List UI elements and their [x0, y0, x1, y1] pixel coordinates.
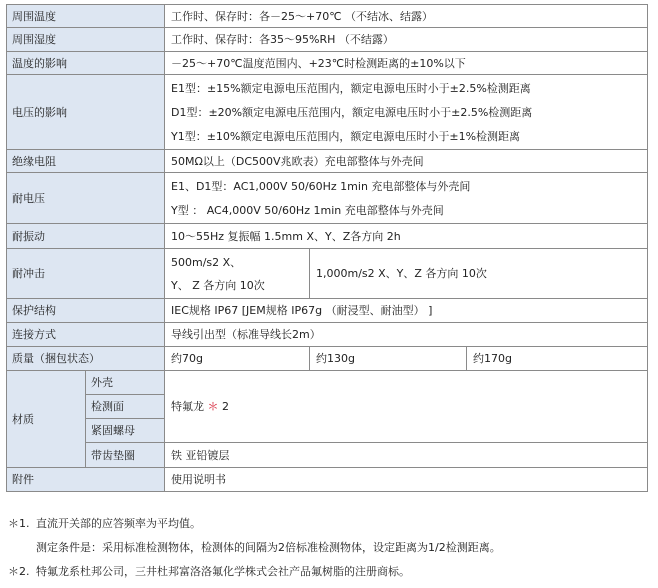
table-row-temp-influence: [7, 52, 648, 75]
footnote-text: 特氟龙系杜邦公司，三井杜邦富洛洛氟化学株式会社产品氟树脂的注册商标。: [36, 565, 410, 578]
row-value: IEC规格 IP67 [JEM规格 IP67g （耐浸型、耐油型） ]: [165, 299, 648, 323]
row-value: 工作时、保存时：各35～95%RH （不结露）: [165, 28, 648, 52]
material-part-label: 紧固螺母: [86, 419, 165, 443]
row-label: 绝缘电阻: [7, 150, 165, 173]
spec-table: [6, 4, 648, 492]
row-value: [165, 75, 648, 150]
table-row-protection: [7, 299, 648, 323]
row-value: 50MΩ以上（DC500V兆欧表）充电部整体与外壳间: [165, 150, 648, 173]
footnote-text: 直流开关部的应答频率为平均值。: [36, 517, 201, 530]
row-value-right: 1,000m/s2 X、Y、Z 各方向 10次: [310, 249, 648, 299]
footnote-text: 测定条件是：采用标准检测物体，检测体的间隔为2倍标准检测物体，设定距离为1/2检测距离。: [36, 541, 501, 554]
row-label: 质量（捆包状态）: [7, 347, 165, 371]
value-line: E1、D1型：AC1,000V 50/60Hz 1min 充电部整体与外壳间: [171, 179, 471, 193]
material-part-label: 外壳: [86, 371, 165, 395]
table-row-connection: [7, 323, 648, 347]
table-row-vibration: [7, 224, 648, 249]
table-row-accessory: [7, 468, 648, 492]
row-label: 耐冲击: [7, 249, 165, 299]
table-row-weight: [7, 347, 648, 371]
row-value: 导线引出型（标准导线长2m）: [165, 323, 648, 347]
table-row-ambient-humidity: [7, 28, 648, 52]
row-value: －25～+70℃温度范围内、+23℃时检测距离的±10%以下: [165, 52, 648, 75]
table-row-shock: [7, 249, 648, 299]
row-label: 耐电压: [7, 173, 165, 224]
footnote-mark: ＊: [207, 400, 219, 413]
weight-value-3: 约170g: [467, 347, 648, 371]
value-line: Y1型：±10%额定电源电压范围内，额定电源电压时小于±1%检测距离: [171, 129, 521, 143]
weight-value-2: 约130g: [310, 347, 467, 371]
footnote-number: ＊2.: [8, 565, 30, 578]
footnote-ref: 2: [222, 400, 229, 413]
material-part-label: 带齿垫圈: [86, 443, 165, 468]
footnote-number: ＊1.: [8, 517, 30, 530]
row-value: 10～55Hz 复振幅 1.5mm X、Y、Z各方向 2h: [165, 224, 648, 249]
material-value-text: 特氟龙: [171, 400, 204, 413]
table-row-insulation: [7, 150, 648, 173]
footnote: [6, 564, 652, 588]
table-row-voltage-influence: [7, 75, 648, 150]
row-label: 周围湿度: [7, 28, 165, 52]
table-row-material: [7, 443, 648, 468]
material-value: 铁 亚铅镀层: [165, 443, 648, 468]
row-value: 工作时、保存时：各－25～+70℃ （不结冰、结露）: [165, 5, 648, 28]
table-row-ambient-temp: [7, 5, 648, 28]
row-label: 材质: [7, 371, 86, 468]
row-label: 周围温度: [7, 5, 165, 28]
row-label: 电压的影响: [7, 75, 165, 150]
row-label: 保护结构: [7, 299, 165, 323]
footnotes: [6, 516, 652, 588]
row-label: 连接方式: [7, 323, 165, 347]
row-value: 使用说明书: [165, 468, 648, 492]
value-line: E1型：±15%额定电源电压范围内，额定电源电压时小于±2.5%检测距离: [171, 81, 531, 95]
material-part-label: 检测面: [86, 395, 165, 419]
value-line: D1型：±20%额定电源电压范围内，额定电源电压时小于±2.5%检测距离: [171, 105, 533, 119]
row-label: 耐振动: [7, 224, 165, 249]
row-value-left: [165, 249, 310, 299]
footnote: [6, 540, 652, 564]
row-label: 附件: [7, 468, 165, 492]
value-line: Y型 ： AC4,000V 50/60Hz 1min 充电部整体与外壳间: [171, 203, 444, 217]
value-line: 500m/s2 X、: [171, 255, 242, 269]
weight-value-1: 约70g: [165, 347, 310, 371]
table-row-material: [7, 371, 648, 395]
footnote: [6, 516, 652, 540]
row-label: 温度的影响: [7, 52, 165, 75]
row-value: [165, 173, 648, 224]
value-line: Y、 Z 各方向 10次: [171, 278, 265, 292]
table-row-withstand-voltage: [7, 173, 648, 224]
material-value: [165, 371, 648, 443]
